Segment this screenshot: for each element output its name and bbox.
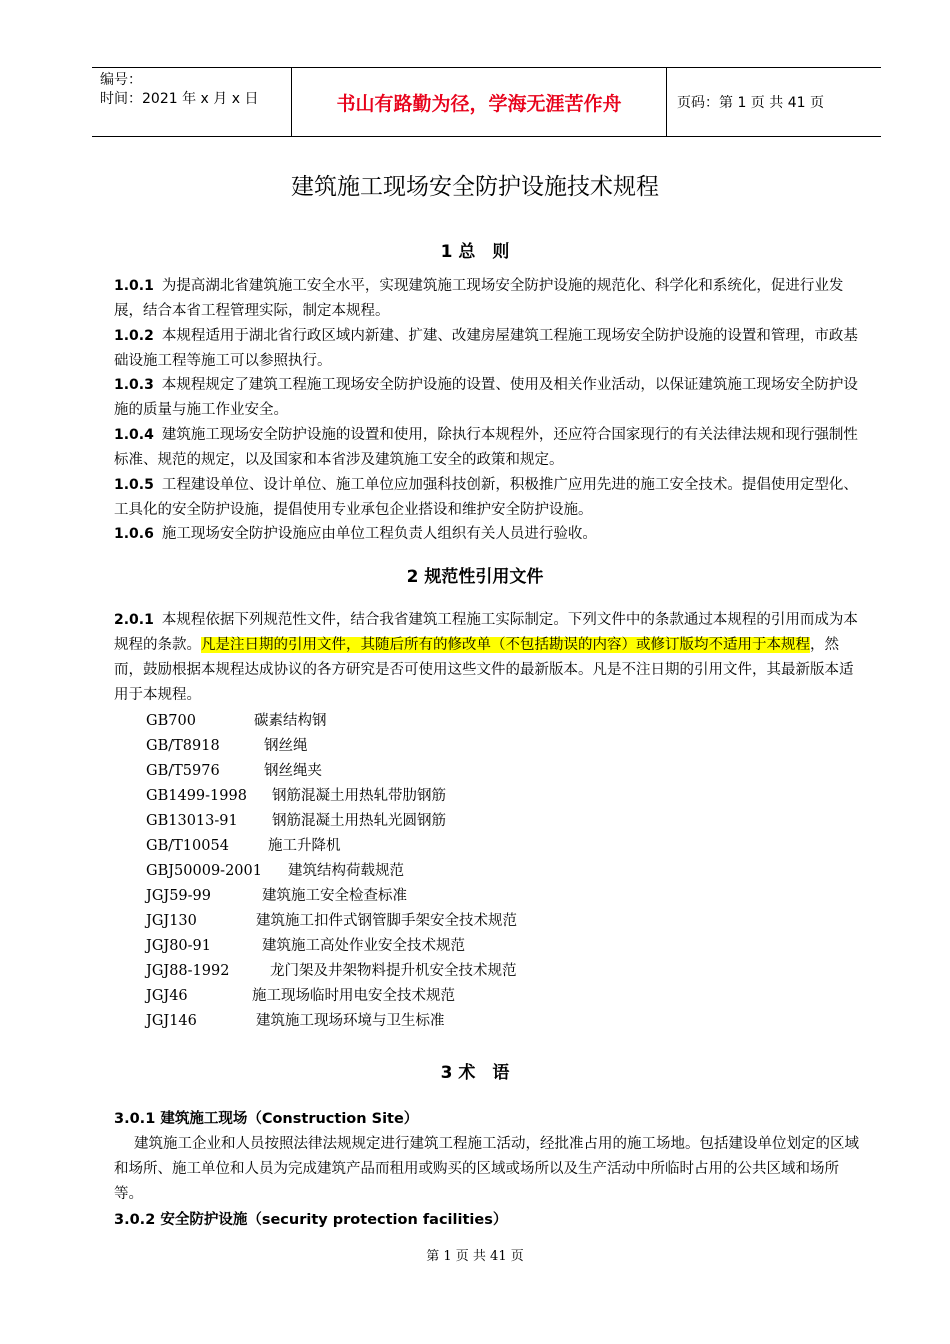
clause-number: 1.0.3 [114, 377, 154, 393]
time-label: 时间：2021 年 x 月 x 日 [100, 91, 259, 107]
reference-code: JGJ146 [146, 1013, 197, 1029]
clause-1-0-5 [114, 473, 866, 523]
reference-name: 钢丝绳夹 [264, 763, 322, 779]
page-footer: 第 1 页 共 41 页 [426, 1249, 524, 1264]
reference-code: JGJ88-1992 [146, 963, 230, 979]
reference-row [146, 984, 517, 1009]
clause-number: 1.0.1 [114, 278, 154, 294]
reference-code: JGJ59-99 [146, 888, 212, 904]
section-3-heading: 3 术 语 [440, 1063, 510, 1083]
header-meta [92, 68, 292, 136]
reference-list [146, 709, 517, 1034]
clause-text: 为提高湖北省建筑施工安全水平，实现建筑施工现场安全防护设施的规范化、科学化和系统化，促进行业发展，结合本省工程管理实际，制定本规程。 [114, 278, 844, 319]
reference-code: GBJ50009-2001 [146, 863, 262, 879]
reference-row [146, 884, 517, 909]
reference-row [146, 959, 517, 984]
reference-name: 钢筋混凝土用热轧光圆钢筋 [272, 813, 446, 829]
reference-name: 钢丝绳 [264, 738, 308, 754]
code-label: 编号： [100, 72, 142, 88]
section-2-heading: 2 规范性引用文件 [406, 567, 544, 587]
clause-text: 本规程适用于湖北省行政区域内新建、扩建、改建房屋建筑工程施工现场安全防护设施的设置和管理，市政基础设施工程等施工可以参照执行。 [114, 328, 858, 369]
reference-row [146, 809, 517, 834]
term-heading-construction-site: 3.0.1 建筑施工现场（Construction Site） [114, 1111, 419, 1127]
clause-1-0-3 [114, 373, 866, 423]
clause-text-before: 本规程依据下列规范性文件，结合我省建筑工程施工实际制定。下列文件中的条款通过本规程的引用而成为本规程的条款。 [114, 612, 858, 653]
reference-row [146, 709, 517, 734]
reference-name: 施工现场临时用电安全技术规范 [252, 988, 455, 1004]
highlighted-text: 凡是注日期的引用文件，其随后所有的修改单（不包括勘误的内容）或修订版均不适用于本规程 [201, 637, 810, 653]
clause-number: 1.0.5 [114, 477, 154, 493]
reference-code: JGJ46 [146, 988, 188, 1004]
clause-text: 施工现场安全防护设施应由单位工程负责人组织有关人员进行验收。 [161, 526, 597, 542]
reference-code: JGJ130 [146, 913, 197, 929]
header-table [92, 67, 881, 137]
reference-code: JGJ80-91 [146, 938, 212, 954]
reference-row [146, 834, 517, 859]
clause-1-0-6 [114, 522, 866, 547]
clause-2-0-1 [114, 608, 866, 708]
clause-1-0-1 [114, 274, 866, 324]
reference-name: 龙门架及井架物料提升机安全技术规范 [270, 963, 517, 979]
clause-text: 建筑施工现场安全防护设施的设置和使用，除执行本规程外，还应符合国家现行的有关法律法规和现行强制性标准、规范的规定，以及国家和本省涉及建筑施工安全的政策和规定。 [114, 427, 858, 468]
reference-code: GB/T5976 [146, 763, 220, 779]
clause-text: 工程建设单位、设计单位、施工单位应加强科技创新，积极推广应用先进的施工安全技术。提倡使用定型化、工具化的安全防护设施，提倡使用专业承包企业搭设和维护安全防护设施。 [114, 477, 858, 518]
reference-code: GB700 [146, 713, 196, 729]
reference-row [146, 909, 517, 934]
reference-code: GB/T8918 [146, 738, 220, 754]
header-page-info: 页码：第 1 页 共 41 页 [677, 95, 824, 111]
term-definition-construction-site: 建筑施工企业和人员按照法律法规规定进行建筑工程施工活动，经批准占用的施工场地。包括建设单位划定的区域和场所、施工单位和人员为完成建筑产品而租用或购买的区域或场所以及生产活动中所临时占用的公共区域和场所等。 [114, 1136, 859, 1202]
reference-name: 建筑施工扣件式钢管脚手架安全技术规范 [256, 913, 517, 929]
reference-name: 施工升降机 [268, 838, 341, 854]
reference-code: GB13013-91 [146, 813, 238, 829]
reference-code: GB1499-1998 [146, 788, 247, 804]
reference-name: 建筑结构荷载规范 [288, 863, 404, 879]
document-title: 建筑施工现场安全防护设施技术规程 [291, 174, 659, 200]
clause-1-0-4 [114, 423, 866, 473]
reference-row [146, 859, 517, 884]
clause-text-after: ，然而，鼓励根据本规程达成协议的各方研究是否可使用这些文件的最新版本。凡是不注日期的引用文件，其最新版本适用于本规程。 [114, 637, 854, 703]
reference-name: 钢筋混凝土用热轧带肋钢筋 [272, 788, 446, 804]
reference-row [146, 934, 517, 959]
header-motto: 书山有路勤为径，学海无涯苦作舟 [292, 68, 667, 136]
clause-number: 1.0.2 [114, 328, 154, 344]
clause-number: 2.0.1 [114, 612, 154, 628]
reference-name: 建筑施工高处作业安全技术规范 [262, 938, 465, 954]
reference-name: 碳素结构钢 [254, 713, 327, 729]
reference-row [146, 1009, 517, 1034]
clause-text: 本规程规定了建筑工程施工现场安全防护设施的设置、使用及相关作业活动，以保证建筑施工现场安全防护设施的质量与施工作业安全。 [114, 377, 858, 418]
term-heading-security-facilities: 3.0.2 安全防护设施（security protection facilities） [114, 1212, 508, 1228]
section-1-heading: 1 总 则 [440, 242, 510, 262]
reference-row [146, 784, 517, 809]
reference-name: 建筑施工安全检查标准 [262, 888, 407, 904]
clause-number: 1.0.4 [114, 427, 154, 443]
reference-row [146, 734, 517, 759]
clause-number: 1.0.6 [114, 526, 154, 542]
clause-1-0-2 [114, 324, 866, 374]
reference-code: GB/T10054 [146, 838, 229, 854]
reference-name: 建筑施工现场环境与卫生标准 [256, 1013, 445, 1029]
reference-row [146, 759, 517, 784]
